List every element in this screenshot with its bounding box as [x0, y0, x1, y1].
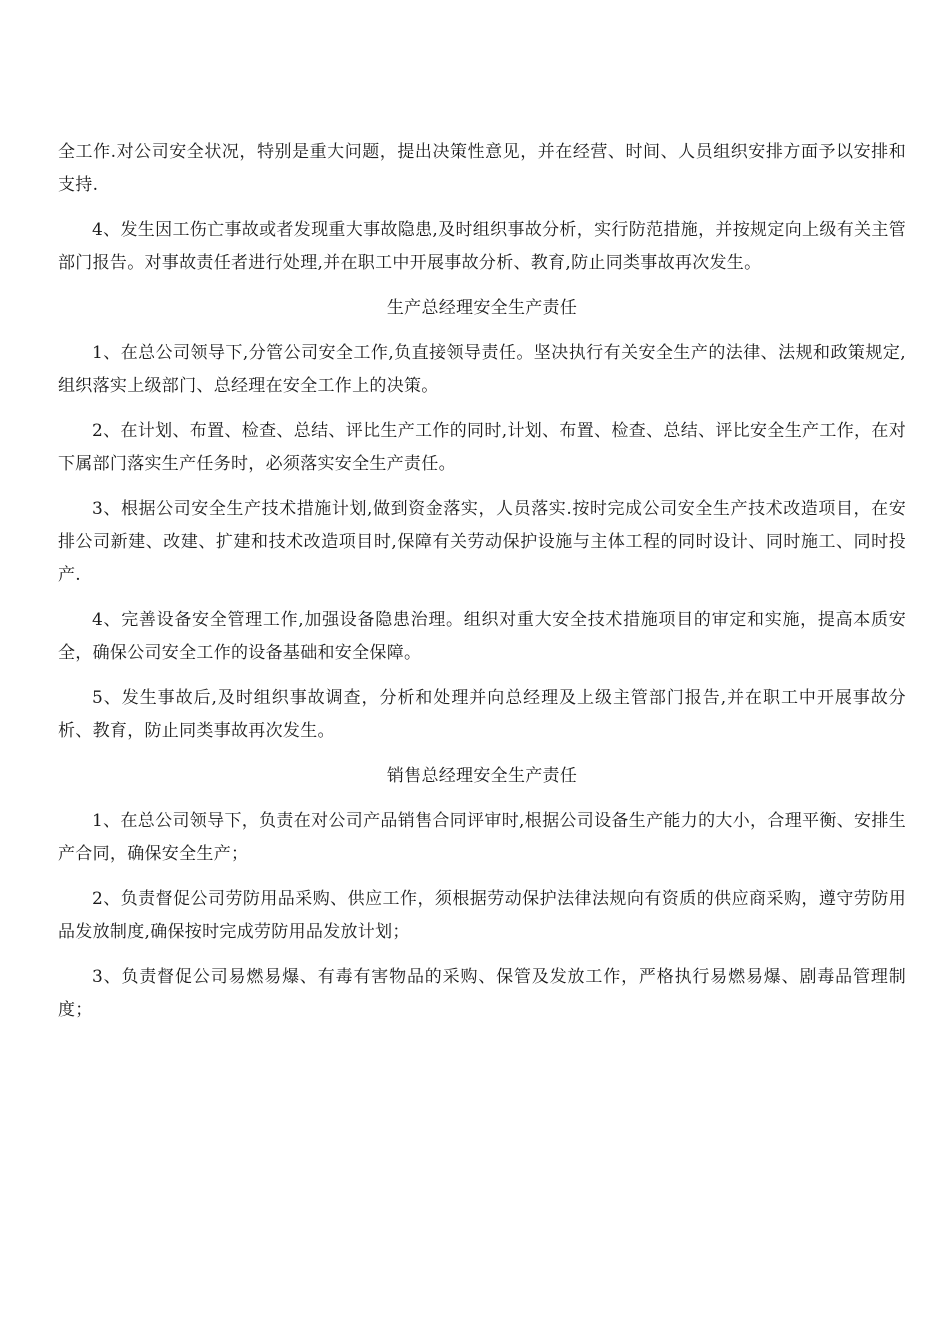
paragraph-sales-item-1: 1、在总公司领导下，负责在对公司产品销售合同评审时,根据公司设备生产能力的大小，合理平衡、安排生产合同，确保安全生产； [58, 811, 906, 864]
paragraph-production-item-5: 5、发生事故后,及时组织事故调查，分析和处理并向总经理及上级主管部门报告,并在职工中开展事故分析、教育，防止同类事故再次发生。 [58, 688, 906, 741]
paragraph-item-4-accident-report: 4、发生因工伤亡事故或者发现重大事故隐患,及时组织事故分析，实行防范措施，并按规定向上级有关主管部门报告。对事故责任者进行处理,并在职工中开展事故分析、教育,防止同类事故再次发生。 [58, 220, 906, 273]
document-page [58, 136, 906, 1039]
paragraph-production-item-2: 2、在计划、布置、检查、总结、评比生产工作的同时,计划、布置、检查、总结、评比安全生产工作，在对下属部门落实生产任务时，必须落实安全生产责任。 [58, 421, 906, 474]
paragraph-production-item-1: 1、在总公司领导下,分管公司安全工作,负直接领导责任。坚决执行有关安全生产的法律、法规和政策规定,组织落实上级部门、总经理在安全工作上的决策。 [58, 343, 906, 396]
section-heading-production-manager: 生产总经理安全生产责任 [386, 298, 578, 318]
paragraph-sales-item-3: 3、负责督促公司易燃易爆、有毒有害物品的采购、保管及发放工作，严格执行易燃易爆、剧毒品管理制度； [58, 967, 906, 1020]
paragraph-continued: 全工作.对公司安全状况，特别是重大问题，提出决策性意见，并在经营、时间、人员组织安排方面予以安排和支持. [58, 142, 906, 195]
paragraph-sales-item-2: 2、负责督促公司劳防用品采购、供应工作，须根据劳动保护法律法规向有资质的供应商采购，遵守劳防用品发放制度,确保按时完成劳防用品发放计划； [58, 889, 906, 942]
paragraph-production-item-3: 3、根据公司安全生产技术措施计划,做到资金落实，人员落实.按时完成公司安全生产技术改造项目，在安排公司新建、改建、扩建和技术改造项目时,保障有关劳动保护设施与主体工程的同时设计、同时施工、同时投产. [58, 499, 906, 585]
paragraph-production-item-4: 4、完善设备安全管理工作,加强设备隐患治理。组织对重大安全技术措施项目的审定和实施，提高本质安全，确保公司安全工作的设备基础和安全保障。 [58, 610, 906, 663]
section-heading-sales-manager: 销售总经理安全生产责任 [386, 766, 578, 786]
